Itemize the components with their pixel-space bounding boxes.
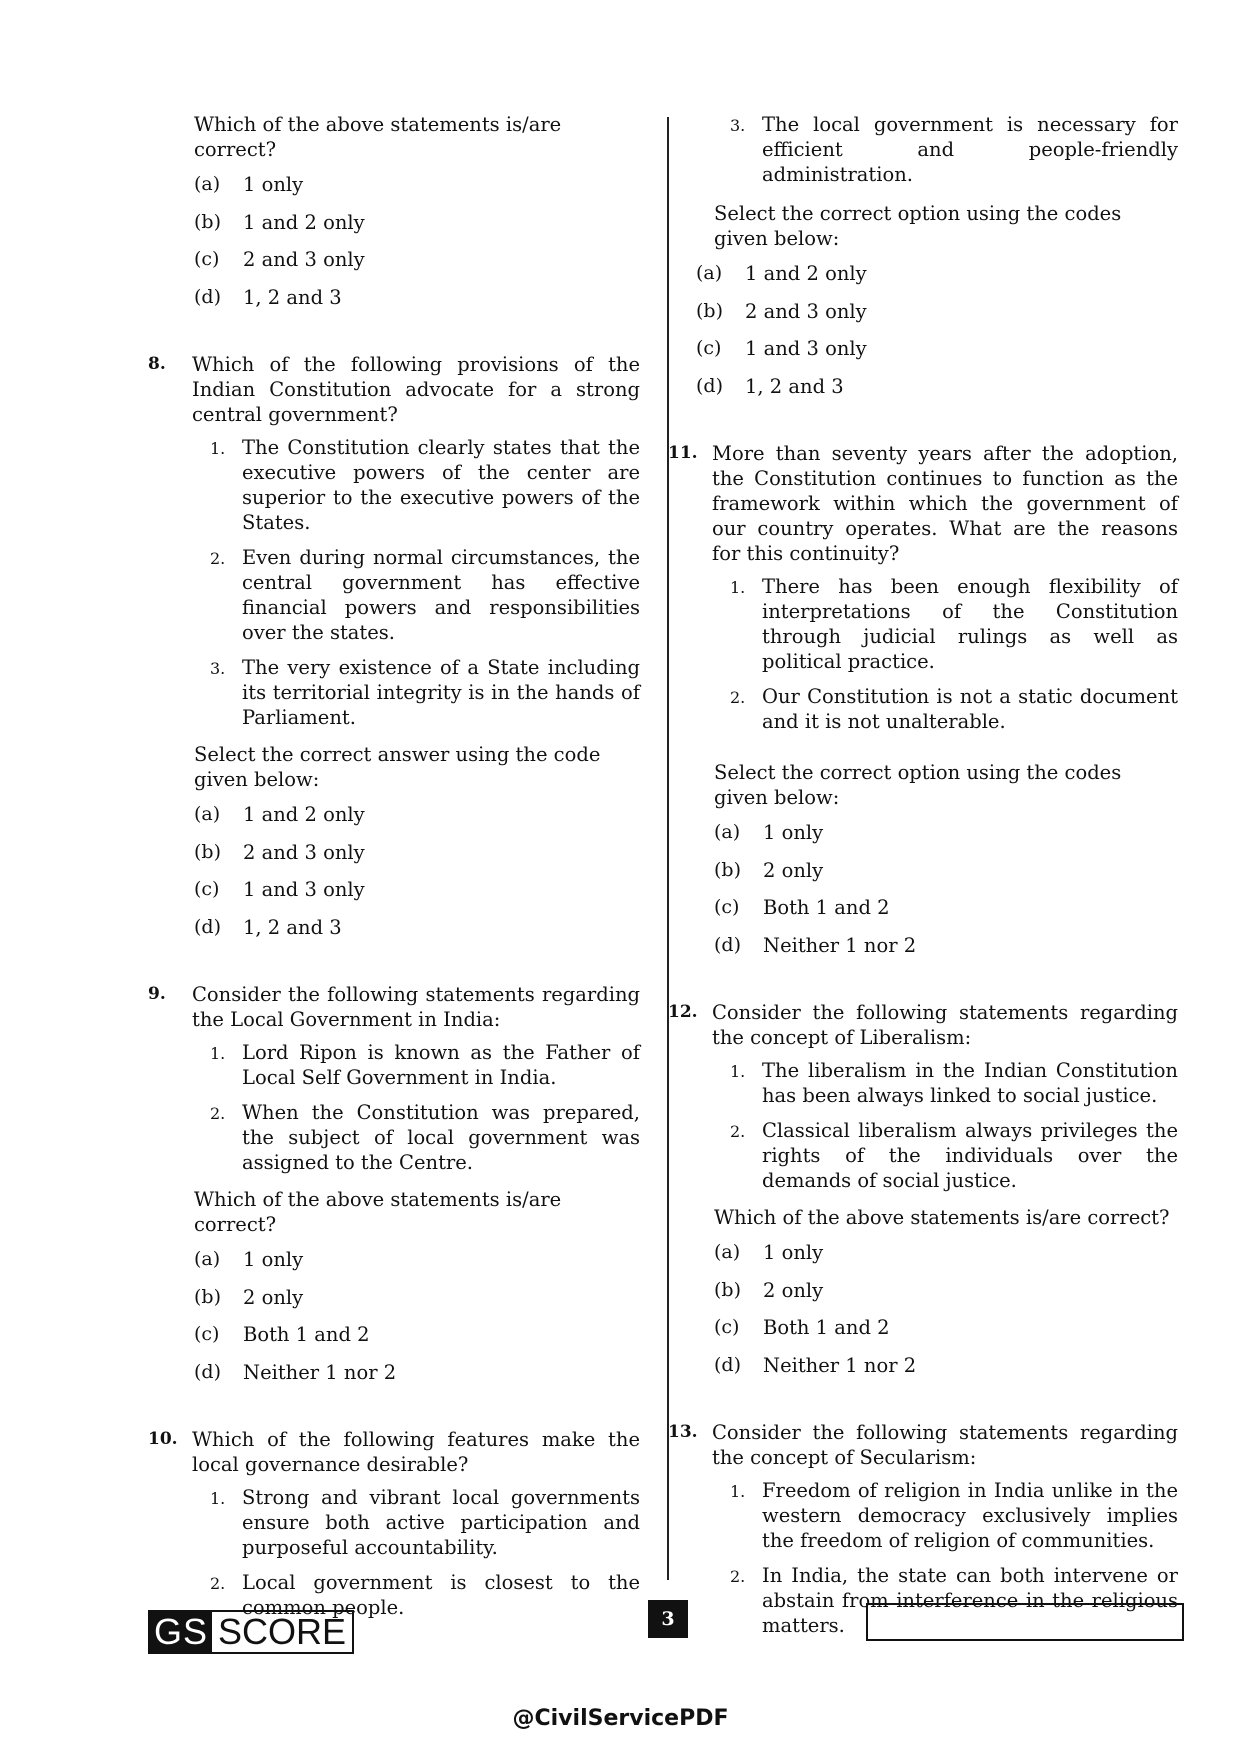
option[interactable] (194, 1285, 640, 1323)
option-text: 2 only (243, 1285, 304, 1309)
question-number: 12. (668, 1002, 698, 1022)
option-key: (b) (194, 1285, 221, 1308)
logo-gs-text: GS (150, 1612, 212, 1652)
page-number: 3 (648, 1600, 688, 1638)
statements-list (192, 1485, 640, 1620)
statement-text: Freedom of religion in India unlike in the western democracy exclusively implies the freedom of religion of communities. (762, 1479, 1178, 1552)
statement-text: The liberalism in the Indian Constitution has been always linked to social justice. (762, 1059, 1178, 1107)
statement-number: 2. (730, 1122, 746, 1141)
question-7-continuation (148, 112, 640, 322)
question-9 (148, 982, 640, 1397)
statement (730, 1058, 1178, 1108)
question-number: 9. (148, 984, 166, 1004)
option[interactable] (714, 858, 1178, 896)
statement (730, 574, 1178, 674)
statement (210, 545, 640, 645)
question-number: 8. (148, 354, 166, 374)
question-text: Which of the following provisions of the Indian Constitution advocate for a strong central government? (192, 353, 640, 426)
statements-list (712, 574, 1178, 734)
option[interactable] (194, 210, 640, 248)
statement-text: Even during normal circumstances, the central government has effective financial powers and responsibilities over the states. (242, 546, 640, 644)
statements-list (192, 435, 640, 730)
statement (730, 112, 1178, 187)
left-column (148, 112, 640, 1630)
option-key: (d) (714, 1353, 741, 1376)
options-list (192, 172, 640, 322)
question-prompt: Which of the above statements is/are correct? (194, 113, 562, 161)
option[interactable] (714, 820, 1178, 858)
statements-list (192, 1040, 640, 1175)
option-key: (d) (194, 1360, 221, 1383)
option-text: Both 1 and 2 (243, 1323, 370, 1346)
option-text: 1 and 2 only (243, 210, 365, 234)
options-list (192, 802, 640, 952)
statement (730, 1478, 1178, 1553)
option-text: Neither 1 nor 2 (763, 933, 917, 957)
option-key: (d) (714, 933, 741, 956)
question-text: Consider the following statements regarding the concept of Liberalism: (712, 1001, 1178, 1049)
option-key: (b) (696, 299, 723, 322)
question-number: 10. (148, 1429, 178, 1449)
option-text: 2 only (763, 858, 824, 882)
option[interactable] (696, 374, 1178, 412)
option-key: (a) (696, 262, 723, 284)
statement-text: Strong and vibrant local governments ensure both active participation and purposeful accountability. (242, 1486, 640, 1559)
option[interactable] (696, 261, 1178, 299)
option-text: 1 only (243, 1248, 304, 1271)
statement (210, 1100, 640, 1175)
option-text: 2 and 3 only (243, 248, 365, 271)
gs-score-logo (148, 1610, 354, 1654)
statement-text: The Constitution clearly states that the executive powers of the center are superior to the executive powers of the States. (242, 436, 640, 534)
statement (730, 1118, 1178, 1193)
option-text: 1, 2 and 3 (243, 915, 342, 939)
statement-number: 1. (210, 1044, 226, 1063)
option-text: Both 1 and 2 (763, 896, 890, 919)
statements-list (712, 1058, 1178, 1193)
statement-number: 1. (730, 578, 746, 597)
option-key: (c) (714, 1316, 740, 1338)
option-key: (a) (194, 173, 221, 195)
option[interactable] (714, 1240, 1178, 1278)
question-prompt: Select the correct option using the codes given below: (714, 761, 1122, 809)
option-key: (c) (194, 1323, 220, 1345)
right-column (668, 112, 1178, 1648)
question-10-continuation (668, 112, 1178, 411)
option[interactable] (194, 1360, 640, 1398)
statement-text: Local government is closest to the common people. (242, 1571, 640, 1619)
option-key: (c) (194, 248, 220, 270)
options-list (192, 1247, 640, 1397)
option-key: (b) (714, 1278, 741, 1301)
option-key: (b) (194, 840, 221, 863)
option-text: Both 1 and 2 (763, 1316, 890, 1339)
option-key: (d) (194, 915, 221, 938)
statement-number: 2. (210, 1104, 226, 1123)
option[interactable] (194, 877, 640, 915)
statement-text: The local government is necessary for efficient and people-friendly administration. (762, 113, 1178, 186)
statement-number: 2. (210, 549, 226, 568)
option-text: 1, 2 and 3 (243, 285, 342, 309)
question-prompt: Which of the above statements is/are correct? (194, 1188, 562, 1236)
option-key: (d) (194, 285, 221, 308)
statement-text: In India, the state can both intervene or abstain from interference in the religious matters. (762, 1564, 1178, 1637)
option-key: (b) (714, 858, 741, 881)
statement (210, 1485, 640, 1560)
option-text: Neither 1 nor 2 (763, 1353, 917, 1377)
statement-number: 1. (730, 1482, 746, 1501)
options-list (712, 1240, 1178, 1390)
statement-text: The very existence of a State including its territorial integrity is in the hands of Parliament. (242, 656, 640, 729)
option[interactable] (194, 247, 640, 285)
statement-number: 2. (730, 688, 746, 707)
option-key: (c) (696, 337, 722, 359)
statement-text: When the Constitution was prepared, the subject of local government was assigned to the Centre. (242, 1101, 640, 1174)
statement-number: 3. (210, 659, 226, 678)
option-key: (c) (714, 896, 740, 918)
option-key: (d) (696, 374, 723, 397)
option-text: 1, 2 and 3 (745, 374, 844, 398)
option[interactable] (194, 285, 640, 323)
statement (730, 684, 1178, 734)
option[interactable] (714, 1315, 1178, 1353)
option[interactable] (714, 895, 1178, 933)
question-prompt: Select the correct answer using the code given below: (194, 743, 601, 791)
option-text: 1 and 2 only (745, 262, 867, 285)
option-text: 1 only (243, 173, 304, 196)
logo-score-text: SCORE (218, 1611, 347, 1652)
question-number: 11. (668, 443, 698, 463)
options-list (694, 261, 1178, 411)
question-8 (148, 352, 640, 952)
statement (210, 435, 640, 535)
statement-number: 2. (210, 1574, 226, 1593)
question-prompt: Which of the above statements is/are correct? (714, 1206, 1170, 1229)
statement-text: Our Constitution is not a static document and it is not unalterable. (762, 685, 1178, 733)
option-key: (a) (194, 1248, 221, 1270)
option-text: Neither 1 nor 2 (243, 1360, 397, 1384)
question-10 (148, 1427, 640, 1620)
option-text: 1 and 3 only (745, 337, 867, 360)
option-key: (a) (194, 803, 221, 825)
option-text: 2 only (763, 1278, 824, 1302)
question-text: More than seventy years after the adoption, the Constitution continues to function as the framework within which the government of our country operates. What are the reasons for this continuity? (712, 442, 1178, 565)
question-number: 13. (668, 1422, 698, 1442)
option[interactable] (714, 1353, 1178, 1391)
question-text: Which of the following features make the local governance desirable? (192, 1428, 640, 1476)
option[interactable] (194, 1247, 640, 1285)
question-text: Consider the following statements regarding the Local Government in India: (192, 983, 640, 1031)
question-text: Consider the following statements regarding the concept of Secularism: (712, 1421, 1178, 1469)
option-text: 2 and 3 only (745, 299, 867, 323)
option-text: 1 and 2 only (243, 803, 365, 826)
option[interactable] (696, 336, 1178, 374)
statement (210, 1040, 640, 1090)
option[interactable] (194, 172, 640, 210)
statement-text: There has been enough flexibility of interpretations of the Constitution through judicial rulings as well as political practice. (762, 575, 1178, 673)
option[interactable] (714, 933, 1178, 971)
options-list (712, 820, 1178, 970)
question-11 (668, 441, 1178, 970)
option[interactable] (194, 915, 640, 953)
option-text: 1 only (763, 1241, 824, 1264)
statement-number: 1. (210, 1489, 226, 1508)
statement-number: 1. (730, 1062, 746, 1081)
option[interactable] (194, 1322, 640, 1360)
option-key: (a) (714, 1241, 741, 1263)
watermark-handle: @CivilServicePDF (512, 1706, 729, 1731)
option-key: (a) (714, 821, 741, 843)
option-key: (c) (194, 878, 220, 900)
statement-text: Classical liberalism always privileges the rights of the individuals over the demands of social justice. (762, 1119, 1178, 1192)
option[interactable] (714, 1278, 1178, 1316)
statement-number: 1. (210, 439, 226, 458)
option-text: 2 and 3 only (243, 840, 365, 864)
option[interactable] (696, 299, 1178, 337)
footer-empty-box (866, 1603, 1184, 1641)
option-text: 1 and 3 only (243, 878, 365, 901)
statement-number: 3. (730, 116, 746, 135)
option[interactable] (194, 802, 640, 840)
option[interactable] (194, 840, 640, 878)
statements-list (712, 112, 1178, 187)
option-key: (b) (194, 210, 221, 233)
statement-text: Lord Ripon is known as the Father of Local Self Government in India. (242, 1041, 640, 1089)
statement-number: 2. (730, 1567, 746, 1586)
option-text: 1 only (763, 821, 824, 844)
question-12 (668, 1000, 1178, 1390)
question-prompt: Select the correct option using the codes given below: (714, 202, 1122, 250)
statement (210, 655, 640, 730)
